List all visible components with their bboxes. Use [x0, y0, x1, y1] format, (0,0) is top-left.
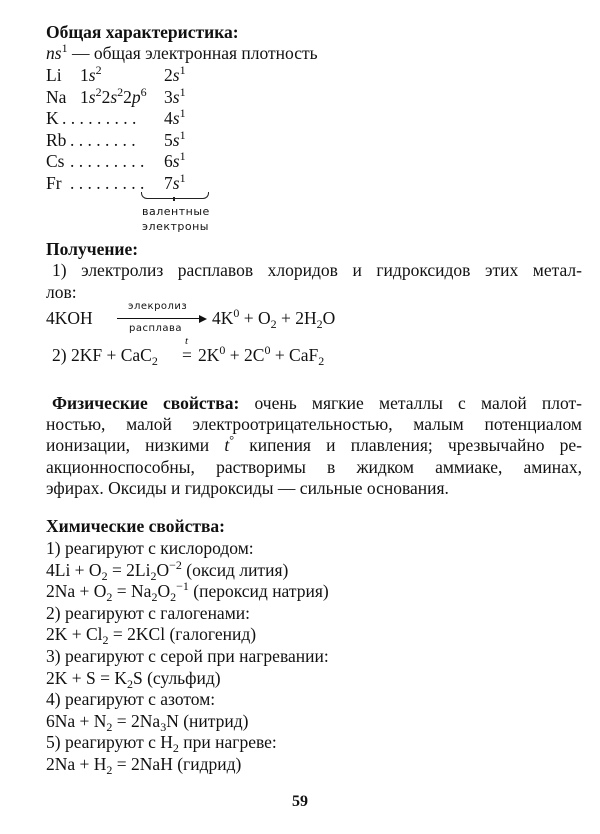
text-segment: 1	[179, 149, 186, 164]
eq-left	[52, 345, 158, 366]
brace-label: валентные	[142, 205, 210, 218]
text-segment: очень мягкие металлы с малой плот-	[239, 393, 582, 413]
text-segment: 2K	[198, 345, 220, 365]
text-segment: 1) реагируют с кислородом:	[46, 538, 254, 558]
arrow-label-above: элекролиз	[128, 301, 188, 312]
electron-config	[70, 151, 144, 172]
text-segment: 4Li + O	[46, 559, 102, 580]
text-line	[46, 457, 582, 478]
element-symbol: Cs	[46, 151, 65, 172]
text-line: 1) электролиз расплавов хлоридов и гидроксидов этих метал-	[52, 260, 582, 280]
text-segment: 1	[179, 171, 186, 185]
text-segment: (оксид лития)	[181, 559, 289, 580]
text-segment: 2	[95, 63, 102, 77]
text-segment: + 2H	[276, 308, 317, 328]
text-segment: −1	[176, 579, 189, 594]
text-segment: 4	[164, 108, 173, 129]
text-line	[46, 579, 329, 605]
text-segment: 2	[101, 86, 111, 107]
text-segment: (пероксид натрия)	[188, 581, 329, 602]
text-segment: = 2Na	[112, 710, 161, 731]
text-segment: + O	[239, 308, 271, 328]
electron-config	[80, 84, 147, 108]
text-segment: s	[172, 129, 180, 150]
text-segment: 2) 2KF + CaC	[52, 345, 152, 365]
text-segment: 4) реагируют с азотом:	[46, 689, 216, 710]
text-segment: 4K	[212, 308, 234, 328]
text-segment: s	[88, 65, 96, 85]
text-line	[46, 557, 289, 583]
text-segment: s	[172, 151, 180, 172]
text-segment: °	[229, 433, 235, 448]
text-segment: 0	[233, 306, 240, 320]
eq-left: 4KOH	[46, 308, 93, 328]
text-segment: 2Na + O	[46, 581, 107, 602]
text-segment: 1	[179, 127, 186, 142]
text-segment: — общая электронная плотность	[67, 43, 318, 63]
text-segment: . . . . . . . . .	[70, 151, 145, 172]
text-segment: −2	[169, 557, 182, 572]
text-segment: 2	[270, 317, 277, 331]
element-symbol: Na	[46, 86, 67, 107]
text-segment: 7	[164, 173, 173, 193]
valence-config	[164, 127, 186, 151]
text-segment: + CaF	[270, 345, 319, 365]
text-segment: 6	[140, 84, 147, 99]
text-line	[46, 435, 582, 456]
text-segment: 5) реагируют с H	[46, 732, 173, 753]
text-segment: 6Na + N	[46, 710, 107, 731]
text-segment: S (сульфид)	[133, 667, 221, 688]
text-segment: Физические свойства:	[52, 393, 240, 413]
text-segment: . . . . . . . . .	[70, 173, 145, 193]
text-segment: 1	[80, 65, 89, 85]
text-segment: 2	[164, 65, 173, 85]
text-segment: 0	[219, 343, 226, 357]
text-segment: 0	[264, 343, 271, 357]
page-number: 59	[292, 793, 308, 810]
text-segment: акционноспособны, растворимы в жидком аммиаке, аминах,	[46, 456, 582, 477]
text-segment: s	[172, 65, 180, 85]
text-segment: s	[110, 86, 118, 107]
element-symbol: Li	[46, 65, 62, 85]
text-segment: 2	[316, 317, 323, 331]
production-heading: Получение:	[46, 239, 139, 259]
text-segment: 2	[151, 590, 158, 605]
valence-config	[164, 151, 186, 172]
text-line	[52, 393, 582, 414]
text-segment: p	[131, 86, 141, 107]
text-segment: = Na	[112, 581, 152, 602]
eq-condition: t	[185, 335, 189, 347]
electron-config	[80, 65, 102, 86]
element-symbol: K	[46, 108, 59, 129]
eq-sign: =	[182, 345, 192, 365]
text-segment: 1	[61, 41, 68, 55]
text-segment: = 2KCl (галогенид)	[108, 624, 257, 645]
text-segment: 1	[179, 106, 186, 121]
text-segment: 2	[172, 741, 179, 756]
element-symbol: Fr	[46, 173, 62, 193]
electron-config	[62, 108, 136, 129]
text-segment: ns	[46, 43, 62, 63]
reaction-arrow	[117, 318, 205, 319]
chemical-heading: Химические свойства:	[46, 516, 225, 536]
text-segment: O	[322, 308, 336, 328]
text-line: лов:	[46, 282, 77, 302]
text-segment: 2) реагируют с галогенами:	[46, 602, 251, 623]
valence-config	[164, 173, 186, 194]
text-line	[46, 624, 257, 648]
text-segment: 2	[117, 84, 124, 99]
text-segment: O	[157, 581, 171, 602]
text-segment: 3	[160, 719, 167, 734]
text-line	[46, 732, 277, 756]
ns-line	[46, 43, 318, 64]
text-line	[46, 414, 582, 435]
text-segment: 2	[318, 354, 325, 368]
text-segment: s	[172, 108, 180, 129]
arrow-label-below: расплава	[129, 323, 183, 334]
text-segment: = 2Li	[107, 559, 151, 580]
text-segment: s	[172, 173, 180, 193]
text-segment: O	[156, 559, 170, 580]
general-heading: Общая характеристика:	[46, 22, 239, 42]
text-segment: s	[172, 86, 180, 107]
text-line	[46, 668, 221, 689]
text-segment: эфирах. Оксиды и гидроксиды — сильные основания.	[46, 477, 449, 498]
text-segment: = 2NaH (гидрид)	[112, 754, 242, 774]
valence-config	[164, 84, 186, 108]
text-segment: 3	[164, 86, 173, 107]
text-segment: 6	[164, 151, 173, 172]
text-segment: 2	[151, 354, 158, 368]
text-segment: ностью, малой электроотрицательностью, малым потенциалом	[46, 414, 582, 435]
text-segment: 2K + Cl	[46, 624, 103, 645]
text-segment: 2	[106, 590, 113, 605]
text-line	[46, 689, 215, 710]
text-segment: N (нитрид)	[166, 710, 249, 731]
text-segment: 2	[106, 763, 113, 777]
text-segment: 2Na + H	[46, 754, 107, 774]
text-line	[46, 711, 248, 732]
brace-label: электроны	[142, 220, 209, 233]
text-line	[46, 754, 241, 775]
eq-right	[212, 308, 335, 329]
text-segment: 2	[95, 84, 102, 99]
element-symbol: Rb	[46, 129, 67, 150]
text-segment: + 2C	[225, 345, 265, 365]
text-segment: 1	[179, 63, 186, 77]
text-segment: 2	[127, 676, 133, 691]
text-segment: 1	[80, 86, 89, 107]
brace	[141, 192, 209, 199]
electron-config	[70, 173, 144, 194]
text-segment: . . . . . . . . .	[62, 108, 137, 129]
eq-right	[198, 345, 324, 366]
text-line	[46, 538, 254, 559]
text-segment: 2	[106, 719, 113, 734]
text-line	[46, 646, 329, 667]
text-segment: ионизации, низкими	[46, 435, 225, 456]
text-segment: при нагреве:	[178, 732, 277, 753]
text-segment: 2	[150, 568, 157, 583]
text-segment: 2	[170, 590, 177, 605]
text-segment: 3) реагируют с серой при нагревании:	[46, 646, 329, 666]
text-segment: 2	[123, 86, 132, 107]
text-line	[46, 603, 250, 624]
valence-config	[164, 108, 186, 129]
text-segment: t	[224, 435, 230, 456]
text-segment: s	[88, 86, 96, 107]
electron-config	[70, 130, 136, 151]
text-segment: 2	[101, 568, 108, 583]
text-segment: 5	[164, 129, 173, 150]
text-segment: 2	[102, 633, 109, 648]
text-segment: 2K + S = K	[46, 667, 127, 688]
text-segment: . . . . . . . .	[70, 129, 136, 150]
valence-config	[164, 65, 186, 86]
text-line	[46, 478, 582, 499]
text-segment: 1	[179, 84, 186, 99]
text-segment: кипения и плавления; чрезвычайно ре-	[234, 435, 582, 456]
